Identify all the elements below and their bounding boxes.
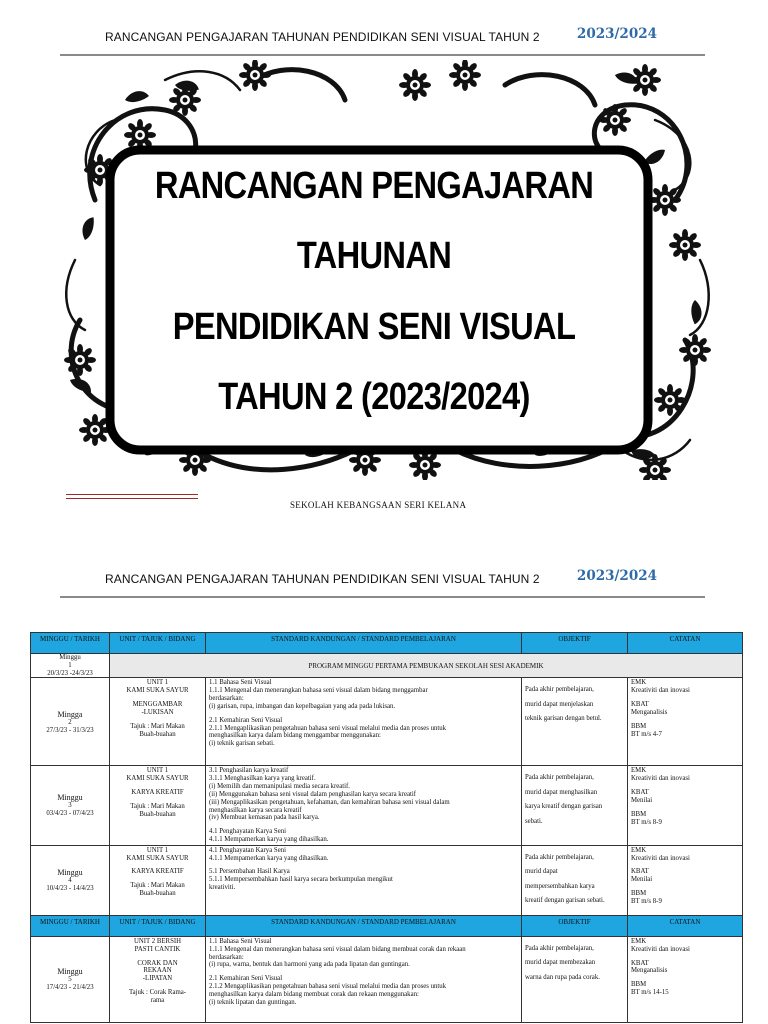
standard-cell-line: 4.1 Penghayatan Karya Seni	[209, 846, 287, 854]
notes-cell-line: Menganalisis	[631, 967, 668, 975]
standard-cell-line: 2.1.2 Mengaplikasikan pengetahuan bahasa seni visual melalui media dan proses untuk	[209, 983, 447, 991]
unit-cell-line: KAMI SUKA SAYUR	[126, 687, 189, 695]
program-text: PROGRAM MINGGU PERTAMA PEMBUKAAN SEKOLAH SESI AKADEMIK	[110, 654, 743, 678]
unit-cell-line: -LUKISAN	[141, 708, 174, 716]
unit-cell-line: MENGGAMBAR	[132, 701, 183, 709]
standard-cell-line: (i) teknik lipatan dan guntingan.	[209, 998, 297, 1006]
standard-cell-line: 1.1.1 Mengenal dan menerangkan bahasa seni visual dalam bidang menggambar	[209, 687, 428, 695]
week-number: 1	[68, 661, 72, 669]
col-header-catatan: CATATAN	[628, 633, 743, 654]
week-date: 03/4/23 - 07/4/23	[46, 810, 94, 818]
unit-cell	[110, 937, 206, 1023]
cover-title-line-4: TAHUN 2 (2023/2024)	[218, 376, 530, 418]
table-row	[31, 766, 743, 845]
week-label: Minggu	[57, 967, 83, 977]
standard-cell-line: kreativiti.	[209, 884, 236, 891]
col-header-unit: UNIT / TAJUK / BIDANG	[110, 916, 206, 937]
standard-cell-line: 1.1.1 Mengenal dan menerangkan bahasa seni visual dalam bidang membuat corak dan rekaan	[209, 945, 466, 953]
unit-cell-line: Tajuk : Mari Makan	[130, 882, 185, 890]
col-header-objektif: OBJEKTIF	[522, 633, 628, 654]
notes-cell-line: EMK	[631, 938, 647, 945]
header-year: 2023/2024	[576, 568, 657, 584]
standard-cell-line: 4.1 Penghayatan Karya Seni	[209, 828, 287, 836]
unit-cell-line: Buah-buahan	[139, 890, 176, 897]
week-cell	[31, 766, 110, 845]
table-header-row	[31, 916, 743, 937]
objective-cell-line: Pada akhir pembelajaran,	[525, 774, 594, 782]
header-title: RANCANGAN PENGAJARAN TAHUNAN PENDIDIKAN SENI VISUAL TAHUN 2	[105, 572, 540, 586]
notes-cell-line: Menganalisis	[631, 708, 668, 716]
notes-cell-line: BBM	[631, 722, 647, 730]
col-header-unit: UNIT / TAJUK / BIDANG	[110, 633, 206, 654]
week-label: Mingga	[57, 709, 83, 719]
week-label: Minggu	[57, 867, 83, 877]
unit-cell-line: UNIT 2 BERSIH	[133, 938, 182, 945]
standard-cell-line: berdasarkan:	[209, 953, 244, 961]
standard-cell-line: 2.1.1 Mengaplikasikan pengetahuan bahasa seni visual melalui media dan proses untuk	[209, 724, 447, 732]
unit-cell	[110, 678, 206, 766]
week-label: Minggu	[59, 654, 81, 661]
week-cell	[31, 845, 110, 915]
standard-cell-line: menghasilkan karya secara kreatif	[209, 806, 302, 814]
objective-cell	[522, 937, 628, 1023]
unit-cell-line: UNIT 1	[146, 846, 169, 854]
objective-cell-line: Pada akhir pembelajaran,	[525, 686, 594, 694]
objective-cell-line: murid dapat membezakan	[525, 959, 596, 967]
week-number: 4	[68, 877, 72, 885]
notes-cell-line: BT m/s 14-15	[631, 989, 669, 997]
notes-cell-line: Menilai	[631, 796, 653, 804]
standard-cell-line: 2.1 Kemahiran Seni Visual	[209, 716, 283, 724]
objective-cell-line: Pada akhir pembelajaran,	[525, 944, 594, 952]
notes-cell	[628, 678, 743, 766]
notes-cell-line: BBM	[631, 890, 647, 897]
table-row	[31, 678, 743, 766]
notes-cell	[628, 937, 743, 1023]
notes-cell	[628, 845, 743, 915]
standard-cell-line: berdasarkan:	[209, 695, 244, 703]
notes-cell-line: BT m/s 8-9	[631, 818, 662, 826]
objective-cell-line: murid dapat menghasilkan	[525, 788, 598, 796]
lesson-plan-table	[30, 632, 743, 916]
objective-cell	[522, 845, 628, 915]
cover-title-line-2: TAHUNAN	[296, 235, 452, 277]
unit-cell-line: PASTI CANTIK	[134, 945, 181, 953]
header-year: 2023/2024	[576, 26, 657, 42]
standard-cell-line: 4.1.1 Mempamerkan karya yang dihasilkan.	[209, 854, 329, 862]
standard-cell-line: 5.1.1 Mempersembahkan hasil karya secara berkumpulan mengikut	[209, 876, 393, 884]
week-cell	[31, 678, 110, 766]
standard-cell-line: 4.1.1 Mempamerkan karya yang dihasilkan.	[209, 835, 329, 843]
unit-cell-line: KARYA KREATIF	[131, 868, 184, 876]
unit-cell-line: Tajuk : Mari Makan	[130, 802, 185, 810]
standard-cell-line: (i) rupa, warna, bentuk dan harmoni yang ada pada lipatan dan guntingan.	[209, 961, 410, 969]
objective-cell-line: mempersembahkan karya	[525, 882, 595, 890]
week-number: 3	[68, 802, 72, 810]
standard-cell	[206, 937, 522, 1023]
unit-cell-line: rama	[150, 996, 165, 1004]
notes-cell-line: Menilai	[631, 876, 653, 884]
decorative-divider	[66, 494, 198, 499]
unit-cell-line: REKAAN	[143, 967, 172, 975]
col-header-minggu: MINGGU / TARIKH	[31, 916, 110, 937]
col-header-minggu: MINGGU / TARIKH	[31, 633, 110, 654]
standard-cell	[206, 845, 522, 915]
table-row	[31, 937, 743, 1023]
notes-cell-line: Kreativiti dan inovasi	[631, 854, 690, 862]
week-date: 17/4/23 - 21/4/23	[46, 984, 94, 992]
col-header-catatan: CATATAN	[628, 916, 743, 937]
objective-cell-line: murid dapat	[525, 868, 558, 876]
objective-cell	[522, 678, 628, 766]
standard-cell-line: (iv) Membuat kemasan pada hasil karya.	[209, 814, 320, 822]
notes-cell-line: Kreativiti dan inovasi	[631, 687, 690, 695]
week-date: 20/3/23 -24/3/23	[47, 669, 93, 677]
lesson-plan-table-2	[30, 915, 743, 1023]
week-number: 2	[68, 718, 72, 726]
unit-cell-line: UNIT 1	[146, 679, 169, 687]
unit-cell-line: KAMI SUKA SAYUR	[126, 775, 189, 783]
objective-cell	[522, 766, 628, 845]
unit-cell-line: Tajuk : Mari Makan	[130, 722, 185, 730]
page-header-2	[60, 566, 705, 598]
program-row	[31, 654, 743, 678]
table-header-row	[31, 633, 743, 654]
col-header-standard: STANDARD KANDUNGAN / STANDARD PEMBELAJARAN	[206, 633, 522, 654]
week-date: 10/4/23 - 14/4/23	[46, 884, 94, 892]
unit-cell-line: Buah-buahan	[139, 810, 176, 818]
notes-cell-line: EMK	[631, 846, 647, 854]
unit-cell-line: Tajuk : Corak Rama-	[128, 989, 187, 997]
notes-cell-line: BBM	[631, 810, 647, 818]
standard-cell-line: 3.1 Penghasilan karya kreatif	[209, 767, 289, 775]
notes-cell-line: Kreativiti dan inovasi	[631, 775, 690, 783]
week-cell	[31, 654, 110, 678]
objective-cell-line: teknik garisan dengan betul.	[525, 715, 602, 723]
standard-cell-line: menghasilkan karya dalam bidang menggambar menggunakan:	[209, 732, 381, 740]
standard-cell-line: 1.1 Bahasa Seni Visual	[209, 938, 272, 945]
col-header-objektif: OBJEKTIF	[522, 916, 628, 937]
table-row	[31, 845, 743, 915]
standard-cell-line: 3.1.1 Menghasilkan karya yang kreatif.	[209, 775, 316, 783]
notes-cell	[628, 766, 743, 845]
objective-cell-line: Pada akhir pembelajaran,	[525, 853, 594, 861]
objective-cell-line: warna dan rupa pada corak.	[525, 974, 600, 982]
notes-cell-line: EMK	[631, 767, 647, 775]
standard-cell-line: (i) garisan, rupa, imbangan dan kepelbagaian yang ada pada lukisan.	[209, 702, 396, 710]
week-label: Minggu	[57, 793, 83, 803]
standard-cell-line: 2.1 Kemahiran Seni Visual	[209, 975, 283, 983]
notes-cell-line: EMK	[631, 679, 647, 687]
notes-cell-line: KBAT	[631, 959, 649, 967]
standard-cell	[206, 766, 522, 845]
objective-cell-line: kreatif dengan garisan sebati.	[525, 897, 605, 905]
unit-cell	[110, 766, 206, 845]
standard-cell-line: (ii) Menggunakan bahasa seni visual dalam penghasilan karya secara kreatif	[209, 790, 417, 798]
unit-cell-line: KARYA KREATIF	[131, 789, 184, 797]
objective-cell-line: murid dapat menjelaskan	[525, 700, 594, 708]
notes-cell-line: BT m/s 8-9	[631, 897, 662, 905]
standard-cell-line: (i) teknik garisan sebati.	[209, 740, 275, 748]
notes-cell-line: KBAT	[631, 868, 649, 876]
unit-cell-line: -LIPATAN	[142, 975, 173, 983]
unit-cell-line: CORAK DAN	[137, 959, 178, 967]
notes-cell-line: KBAT	[631, 701, 649, 709]
objective-cell-line: karya kreatif dengan garisan	[525, 803, 603, 811]
notes-cell-line: BBM	[631, 981, 647, 989]
cover-title-line-1: RANCANGAN PENGAJARAN	[154, 165, 594, 207]
week-number: 5	[68, 976, 72, 984]
notes-cell-line: KBAT	[631, 789, 649, 797]
header-title: RANCANGAN PENGAJARAN TAHUNAN PENDIDIKAN SENI VISUAL TAHUN 2	[105, 30, 540, 44]
col-header-standard: STANDARD KANDUNGAN / STANDARD PEMBELAJARAN	[206, 916, 522, 937]
standard-cell-line: (iii) Mengaplikasikan pengetahuan, kefahaman, dan kemahiran bahasa seni visual dalam	[209, 798, 450, 806]
standard-cell-line: (i) Memilih dan memanipulasi media secara kreatif.	[209, 783, 350, 791]
school-name: SEKOLAH KEBANGSAAN SERI KELANA	[290, 500, 467, 510]
notes-cell-line: Kreativiti dan inovasi	[631, 945, 690, 953]
unit-cell	[110, 845, 206, 915]
unit-cell-line: KAMI SUKA SAYUR	[126, 854, 189, 862]
objective-cell-line: sebati.	[525, 818, 543, 826]
unit-cell-line: Buah-buahan	[139, 730, 176, 738]
unit-cell-line: UNIT 1	[146, 767, 169, 775]
week-cell	[31, 937, 110, 1023]
notes-cell-line: BT m/s 4-7	[631, 730, 662, 738]
standard-cell-line: 1.1 Bahasa Seni Visual	[209, 679, 272, 687]
week-date: 27/3/23 - 31/3/23	[46, 726, 94, 734]
cover-title-line-3: PENDIDIKAN SENI VISUAL	[172, 306, 576, 348]
standard-cell-line: menghasilkan karya dalam bidang membuat corak dan rekaan menggunakan:	[209, 990, 419, 998]
page-header	[60, 24, 705, 56]
standard-cell	[206, 678, 522, 766]
standard-cell-line: 5.1 Persembahan Hasil Karya	[209, 868, 290, 876]
